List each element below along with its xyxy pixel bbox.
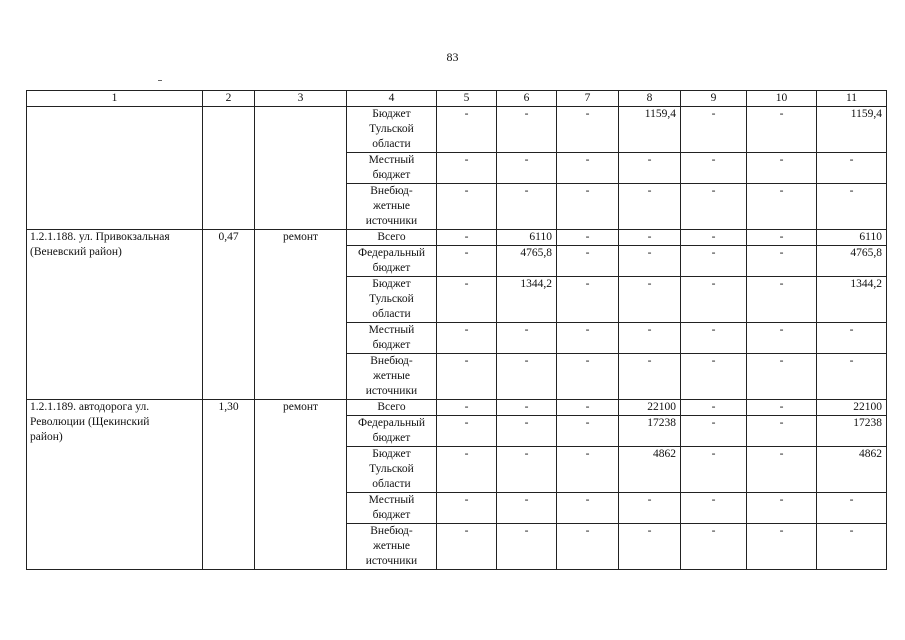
value-cell-v9: -: [681, 184, 747, 230]
value-cell-v10: -: [747, 323, 817, 354]
value-cell-v8: -: [619, 524, 681, 570]
value-cell-v5: -: [437, 524, 497, 570]
value-cell-v8: -: [619, 184, 681, 230]
value-cell-v11: 22100: [817, 400, 887, 416]
column-header: 7: [557, 91, 619, 107]
value-cell-v5: -: [437, 246, 497, 277]
value-cell-v6: -: [497, 524, 557, 570]
value-cell-v8: -: [619, 277, 681, 323]
value-cell-v6: -: [497, 107, 557, 153]
value-cell-v9: -: [681, 400, 747, 416]
value-cell-v7: -: [557, 277, 619, 323]
column-header: 11: [817, 91, 887, 107]
value-cell-v11: -: [817, 184, 887, 230]
value-cell-v7: -: [557, 524, 619, 570]
value-cell-v9: -: [681, 107, 747, 153]
value-cell-v10: -: [747, 416, 817, 447]
value-cell-v11: -: [817, 524, 887, 570]
value-cell-v5: -: [437, 184, 497, 230]
value-cell-v10: -: [747, 493, 817, 524]
value-cell-v6: 4765,8: [497, 246, 557, 277]
funding-source-cell: Всего: [347, 230, 437, 246]
value-cell-v10: -: [747, 107, 817, 153]
value-cell-v10: -: [747, 230, 817, 246]
funding-source-cell: Внебюд- жетные источники: [347, 184, 437, 230]
value-cell-v5: -: [437, 447, 497, 493]
value-cell-v6: 1344,2: [497, 277, 557, 323]
value-cell-v6: -: [497, 323, 557, 354]
value-cell-v5: -: [437, 493, 497, 524]
value-cell-v5: -: [437, 354, 497, 400]
value-cell-v5: -: [437, 230, 497, 246]
value-cell-v11: -: [817, 323, 887, 354]
value-cell-v11: 4862: [817, 447, 887, 493]
length-cell: 0,47: [203, 230, 255, 400]
value-cell-v7: -: [557, 354, 619, 400]
funding-source-cell: Местный бюджет: [347, 153, 437, 184]
value-cell-v8: -: [619, 230, 681, 246]
column-header: 10: [747, 91, 817, 107]
value-cell-v6: -: [497, 153, 557, 184]
funding-source-cell: Бюджет Тульской области: [347, 107, 437, 153]
value-cell-v9: -: [681, 246, 747, 277]
value-cell-v10: -: [747, 400, 817, 416]
value-cell-v6: 6110: [497, 230, 557, 246]
work-type-cell: [255, 107, 347, 230]
column-header: 5: [437, 91, 497, 107]
value-cell-v5: -: [437, 323, 497, 354]
work-type-cell: ремонт: [255, 400, 347, 570]
value-cell-v7: -: [557, 246, 619, 277]
value-cell-v10: -: [747, 246, 817, 277]
header-row: [27, 91, 887, 107]
table-row: [27, 230, 887, 246]
funding-source-cell: Местный бюджет: [347, 323, 437, 354]
value-cell-v10: -: [747, 153, 817, 184]
table-row: [27, 400, 887, 416]
object-name-cell: [27, 400, 203, 570]
value-cell-v9: -: [681, 416, 747, 447]
value-cell-v11: 1344,2: [817, 277, 887, 323]
value-cell-v5: -: [437, 153, 497, 184]
value-cell-v6: -: [497, 184, 557, 230]
value-cell-v5: -: [437, 400, 497, 416]
value-cell-v11: -: [817, 354, 887, 400]
object-name-cell: [27, 230, 203, 400]
funding-source-cell: Внебюд- жетные источники: [347, 524, 437, 570]
value-cell-v10: -: [747, 277, 817, 323]
value-cell-v11: 6110: [817, 230, 887, 246]
value-cell-v11: -: [817, 153, 887, 184]
funding-source-cell: Местный бюджет: [347, 493, 437, 524]
value-cell-v6: -: [497, 416, 557, 447]
scan-mark: [158, 80, 162, 81]
value-cell-v9: -: [681, 493, 747, 524]
value-cell-v7: -: [557, 107, 619, 153]
value-cell-v8: -: [619, 354, 681, 400]
column-header: 9: [681, 91, 747, 107]
value-cell-v11: 17238: [817, 416, 887, 447]
length-cell: 1,30: [203, 400, 255, 570]
funding-source-cell: Федеральный бюджет: [347, 416, 437, 447]
value-cell-v8: -: [619, 323, 681, 354]
value-cell-v7: -: [557, 230, 619, 246]
column-header: 2: [203, 91, 255, 107]
table-row: [27, 107, 887, 153]
value-cell-v7: -: [557, 184, 619, 230]
column-header: 6: [497, 91, 557, 107]
value-cell-v8: -: [619, 153, 681, 184]
value-cell-v7: -: [557, 416, 619, 447]
value-cell-v5: -: [437, 277, 497, 323]
object-name: 1.2.1.188. ул. Привокзальная (Веневский район): [30, 231, 170, 258]
value-cell-v7: -: [557, 153, 619, 184]
funding-source-cell: Бюджет Тульской области: [347, 447, 437, 493]
value-cell-v7: -: [557, 447, 619, 493]
value-cell-v9: -: [681, 277, 747, 323]
value-cell-v8: -: [619, 246, 681, 277]
object-name: 1.2.1.189. автодорога ул. Революции (Щекинский район): [30, 401, 150, 443]
page-number: 83: [446, 50, 459, 64]
value-cell-v8: 1159,4: [619, 107, 681, 153]
funding-table: [26, 90, 887, 570]
column-header: 4: [347, 91, 437, 107]
funding-source-cell: Бюджет Тульской области: [347, 277, 437, 323]
value-cell-v10: -: [747, 354, 817, 400]
funding-source-cell: Внебюд- жетные источники: [347, 354, 437, 400]
length-cell: [203, 107, 255, 230]
work-type-cell: ремонт: [255, 230, 347, 400]
value-cell-v9: -: [681, 524, 747, 570]
value-cell-v11: -: [817, 493, 887, 524]
value-cell-v9: -: [681, 230, 747, 246]
column-header: 3: [255, 91, 347, 107]
value-cell-v11: 4765,8: [817, 246, 887, 277]
value-cell-v10: -: [747, 447, 817, 493]
value-cell-v10: -: [747, 184, 817, 230]
value-cell-v6: -: [497, 400, 557, 416]
value-cell-v6: -: [497, 493, 557, 524]
value-cell-v10: -: [747, 524, 817, 570]
value-cell-v11: 1159,4: [817, 107, 887, 153]
value-cell-v6: -: [497, 447, 557, 493]
value-cell-v8: 4862: [619, 447, 681, 493]
value-cell-v8: 17238: [619, 416, 681, 447]
column-header: 1: [27, 91, 203, 107]
value-cell-v9: -: [681, 354, 747, 400]
funding-source-cell: Федеральный бюджет: [347, 246, 437, 277]
value-cell-v7: -: [557, 323, 619, 354]
value-cell-v8: 22100: [619, 400, 681, 416]
value-cell-v5: -: [437, 107, 497, 153]
value-cell-v7: -: [557, 493, 619, 524]
value-cell-v8: -: [619, 493, 681, 524]
funding-source-cell: Всего: [347, 400, 437, 416]
value-cell-v9: -: [681, 447, 747, 493]
value-cell-v7: -: [557, 400, 619, 416]
value-cell-v9: -: [681, 153, 747, 184]
value-cell-v5: -: [437, 416, 497, 447]
column-header: 8: [619, 91, 681, 107]
object-name-cell: [27, 107, 203, 230]
value-cell-v9: -: [681, 323, 747, 354]
value-cell-v6: -: [497, 354, 557, 400]
